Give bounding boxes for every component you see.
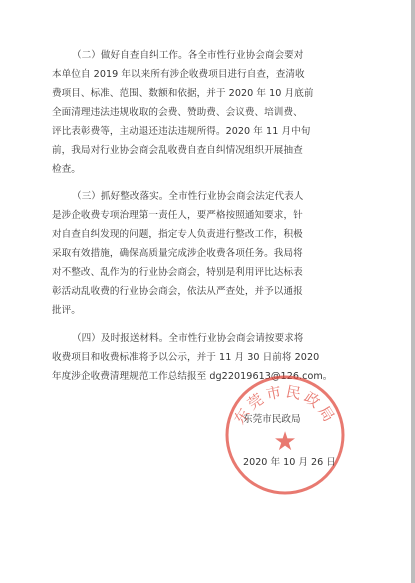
page-edge (411, 0, 415, 583)
text-line: 年度涉企收费清理规范工作总结报至 dg22019613@126.com。 (52, 371, 333, 382)
text-line: 对自查自纠发现的问题，指定专人负责进行整改工作，积极 (52, 229, 303, 240)
text-line: 评比表彰费等，主动退还违法违规所得。2020 年 11 月中旬 (52, 126, 311, 137)
text-line: 采取有效措施，确保高质量完成涉企收费各项任务。我局将 (52, 248, 303, 259)
text-line: 收费项目和收费标准将予以公示，并于 11 月 30 日前将 2020 (52, 352, 320, 363)
text-line: （二）做好自查自纠工作。各全市性行业协会商会要对 (72, 50, 304, 61)
text-line: 本单位自 2019 年以来所有涉企收费项目进行自查，查清收 (52, 69, 305, 80)
text-line: 全面清理违法违规收取的会费、赞助费、会议费、培训费、 (52, 107, 303, 118)
text-line: 前，我局对行业协会商会乱收费自查自纠情况组织开展抽查 (52, 145, 303, 156)
svg-text:东莞市民政局: 东莞市民政局 (230, 382, 340, 428)
text-line: （四）及时报送材料。全市性行业协会商会请按要求将 (72, 333, 304, 344)
text-line: 对不整改、乱作为的行业协会商会，特别是利用评比达标表 (52, 267, 303, 278)
signature-date: 2020 年 10 月 26 日 (243, 457, 336, 468)
text-line: 检查。 (52, 164, 81, 175)
official-seal-stamp (220, 370, 350, 500)
text-line: 批评。 (52, 305, 81, 316)
signature-organization: 东莞市民政局 (243, 414, 301, 425)
text-line: 是涉企收费专项治理第一责任人，要严格按照通知要求，针 (52, 210, 303, 221)
section-2-paragraph (52, 46, 368, 179)
text-line: 费项目、标准、范围、数额和依据，并于 2020 年 10 月底前 (52, 88, 314, 99)
section-3-paragraph (52, 187, 368, 320)
text-line: 彰活动乱收费的行业协会商会，依法从严查处，并予以通报 (52, 286, 303, 297)
text-line: （三）抓好整改落实。全市性行业协会商会法定代表人 (72, 191, 304, 202)
svg-text:★: ★ (273, 427, 297, 457)
